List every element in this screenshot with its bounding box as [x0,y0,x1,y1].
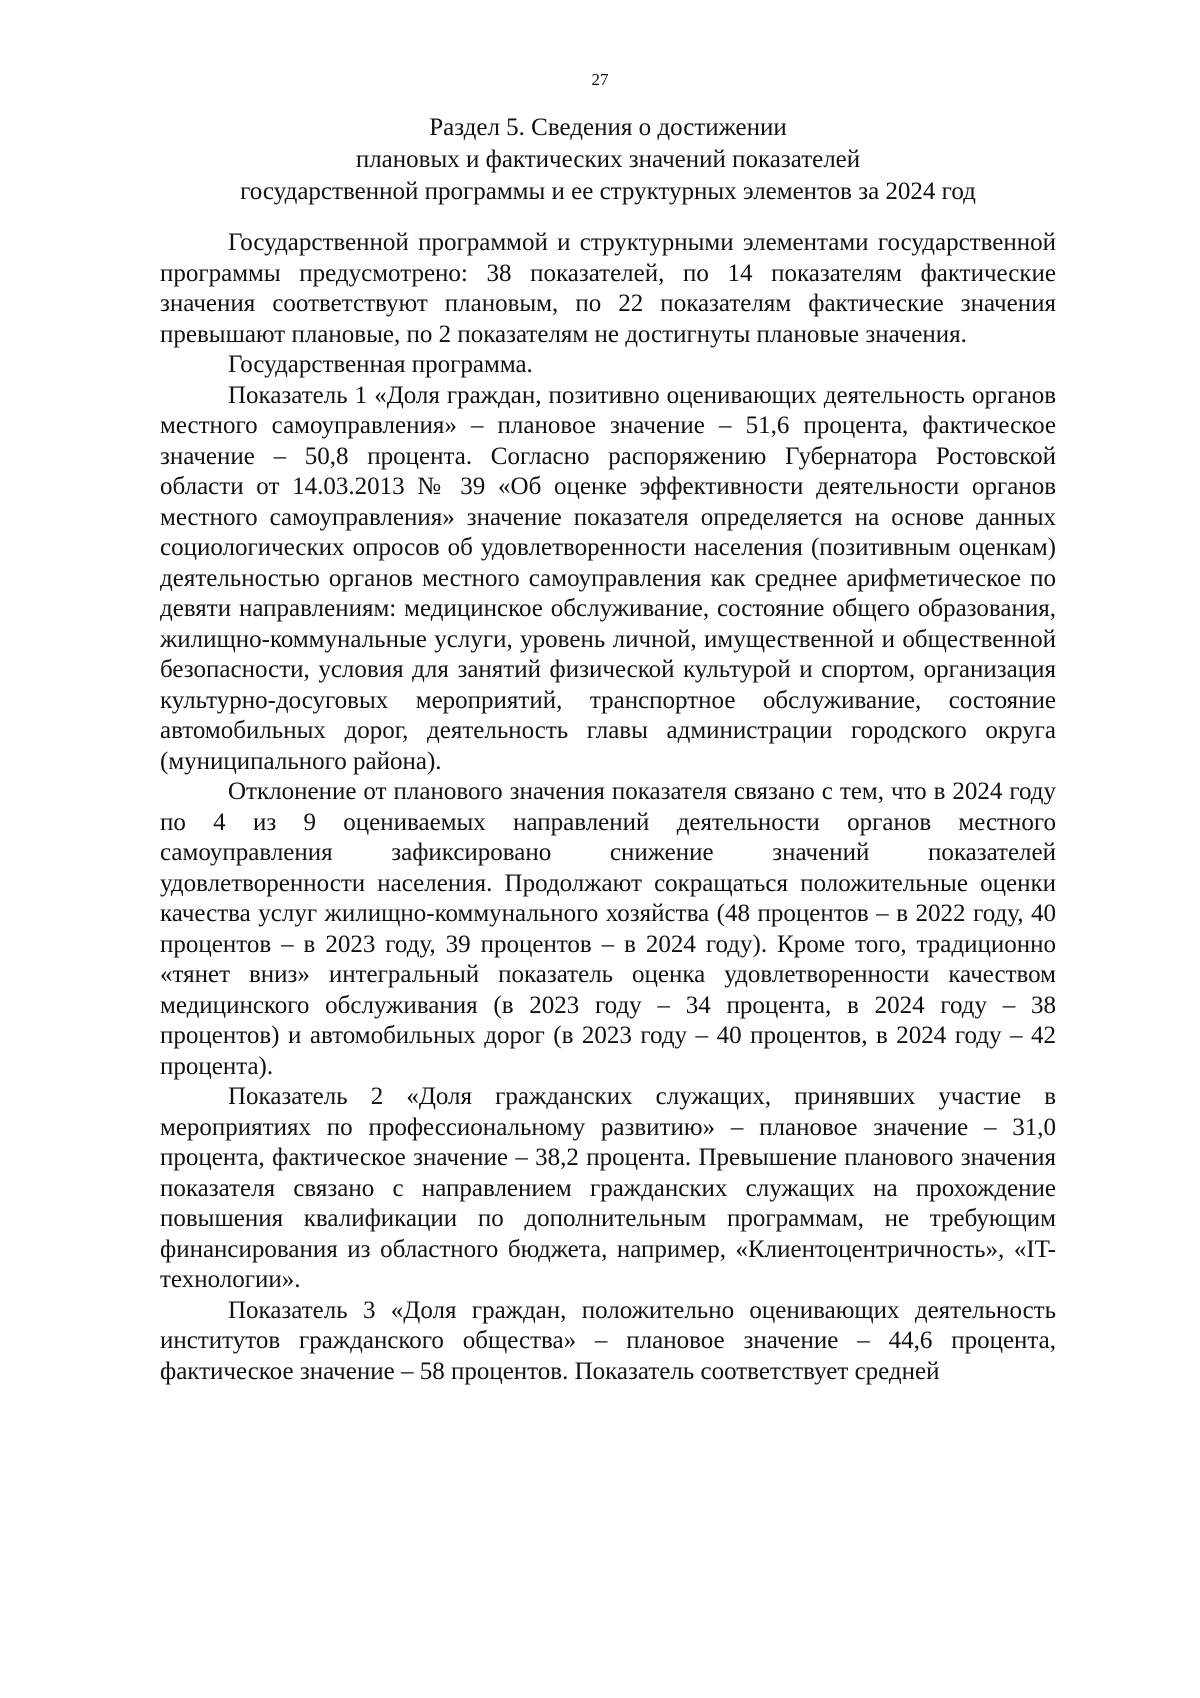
section-title-line-2: плановых и фактических значений показателей [355,146,861,173]
paragraph-indicator-1: Показатель 1 «Доля граждан, позитивно оценивающих деятельность органов местного самоуправления» – плановое значение – 51,6 процента, фактическое значение – 50,8 процента. Согласно распоряжению Губернатора Ростовской области от 14.03.2013 № 39 «Об оценке эффективности деятельности органов местного самоуправления» значение показателя определяется на основе данных социологических опросов об удовлетворенности населения (позитивным оценкам) деятельностью органов местного самоуправления как среднее арифметическое по девяти направлениям: медицинское обслуживание, состояние общего образования, жилищно-коммунальные услуги, уровень личной, имущественной и общественной безопасности, условия для занятий физической культурой и спортом, организация культурно-досуговых мероприятий, транспортное обслуживание, состояние автомобильных дорог, деятельность главы администрации городского округа (муниципального района). [160,381,1056,775]
page-number: 27 [591,70,609,89]
paragraph-indicator-1-deviation: Отклонение от планового значения показателя связано с тем, что в 2024 году по 4 из 9 оцениваемых направлений деятельности органов местного самоуправления зафиксировано снижение значений показателей удовлетворенности населения. Продолжают сокращаться положительные оценки качества услуг жилищно-коммунального хозяйства (48 процентов – в 2022 году, 40 процентов – в 2023 году, 39 процентов – в 2024 году). Кроме того, традиционно «тянет вниз» интегральный показатель оценка удовлетворенности качеством медицинского обслуживания (в 2023 году – 34 процента, в 2024 году – 38 процентов) и автомобильных дорог (в 2023 году – 40 процентов, в 2024 году – 42 процента). [160,778,1056,1080]
section-title [160,112,1056,208]
paragraph-indicator-2: Показатель 2 «Доля гражданских служащих, принявших участие в мероприятиях по профессиональному развитию» – плановое значение – 31,0 процента, фактическое значение – 38,2 процента. Превышение планового значения показателя связано с направлением гражданских служащих на прохождение повышения квалификации по дополнительным программам, не требующим финансирования из областного бюджета, например, «Клиентоцентричность», «IT-технологии». [160,1083,1056,1293]
section-title-line-3: государственной программы и ее структурных элементов за 2024 год [240,178,976,205]
paragraph-program-heading: Государственная программа. [228,351,533,378]
section-title-line-1: Раздел 5. Сведения о достижении [429,114,787,141]
paragraph-summary: Государственной программой и структурными элементами государственной программы предусмотрено: 38 показателей, по 14 показателям фактические значения соответствуют плановым, по 22 показателям фактические значения превышают плановые, по 2 показателям не достигнуты плановые значения. [160,229,1056,348]
body-text [160,228,1056,1387]
paragraph-indicator-3: Показатель 3 «Доля граждан, положительно оценивающих деятельность институтов гражданского общества» – плановое значение – 44,6 процента, фактическое значение – 58 процентов. Показатель соответствует средней [160,1296,1056,1385]
